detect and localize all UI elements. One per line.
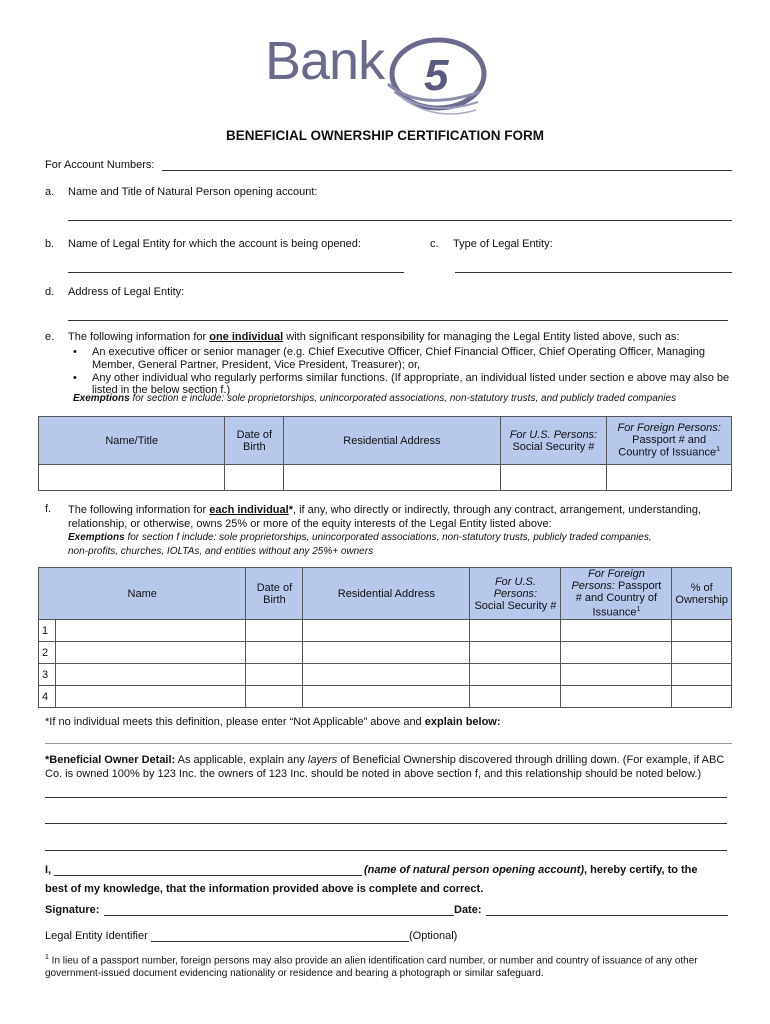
legal-entity-address-field[interactable] [68,320,728,321]
account-numbers-field[interactable] [162,170,732,171]
item-f-letter: f. [45,503,52,515]
control-address-cell[interactable] [284,465,500,491]
control-name-cell[interactable] [39,465,225,491]
owner-ssn-cell[interactable] [470,620,561,642]
owner-pct-cell[interactable] [672,642,732,664]
beneficial-owner-table [38,567,732,708]
col-foreign-persons [607,417,732,465]
owner-ssn-cell[interactable] [470,664,561,686]
explanation-field[interactable] [45,743,732,744]
col-address: Residential Address [284,417,500,465]
col-passport-text: Passport # and [632,434,707,447]
owner-name-cell[interactable] [56,642,246,664]
control-person-table [38,416,732,491]
owner-dob-cell[interactable] [246,664,303,686]
col-owner-foreign-b2: Passport [614,580,662,593]
certify-post: , hereby certify, to the [584,864,698,876]
item-b-letter: b. [45,238,55,250]
owner-pct-cell[interactable] [672,664,732,686]
owner-passport-cell[interactable] [561,620,672,642]
col-owner-foreign-c: # and Country of [575,592,658,605]
col-owner-footnote-mark: 1 [636,606,641,614]
item-f-intro-bold: each individual [209,504,289,516]
col-dob-text: Date of Birth [236,428,273,453]
footnote-text: In lieu of a passport number, foreign persons may also provide an alien identification card number, or number and country of issuance of any other government-issued document evidencing nationality or residence and bearing a photograph or similar safeguard. [45,955,698,980]
page-title: BENEFICIAL OWNERSHIP CERTIFICATION FORM [225,128,544,143]
not-applicable-text: *If no individual meets this definition, please enter “Not Applicable” above and [45,716,425,728]
item-e-exemptions [73,393,693,404]
logo-swoosh-icon [380,32,492,120]
col-footnote-mark: 1 [716,446,721,454]
col-owner-dob: Date of Birth [246,568,303,620]
not-applicable-note [45,716,501,728]
owner-passport-cell[interactable] [561,642,672,664]
item-e-bullet-1: An executive officer or senior manager (e.g. Chief Executive Officer, Chief Financial Officer, Chief Operating Officer, Managing Member, General Partner, President, Vice President, Treasurer); or, [92,346,706,371]
detail-italic: layers [307,754,338,766]
footnote-mark: 1 [45,954,49,961]
date-label: Date: [454,904,482,916]
detail-line-3[interactable] [45,850,727,851]
account-numbers-label: For Account Numbers: [45,159,155,171]
col-ssn-text: Social Security # [512,440,595,453]
col-owner-foreign [561,568,672,620]
owner-address-cell[interactable] [303,642,470,664]
col-name-title: Name/Title [39,417,225,465]
row-number: 2 [39,642,56,664]
table-row [39,642,732,664]
col-owner-address: Residential Address [303,568,470,620]
col-dob [225,417,284,465]
row-number: 1 [39,620,56,642]
col-country-text: Country of Issuance [618,446,717,459]
certify-italic: (name of natural person opening account) [364,864,585,876]
item-f-exemptions [68,531,668,559]
lei-optional: (Optional) [409,930,458,942]
item-e-exemptions-text: for section e include: sole proprietorships, unincorporated associations, non-statutory trusts, and publicly traded companies [129,393,677,404]
owner-name-cell[interactable] [56,664,246,686]
col-us-persons [500,417,607,465]
col-owner-us [470,568,561,620]
item-e-intro-bold: one individual [209,331,284,343]
owner-name-cell[interactable] [56,686,246,708]
owner-dob-cell[interactable] [246,620,303,642]
table-row [39,465,732,491]
item-f-intro-post: , if any, who directly or indirectly, through any contract, arrangement, understanding, relationship, or otherwise, owns 25% or more of the equity interests of the Legal Entity listed above: [68,504,702,530]
col-owner-foreign-a: For Foreign [587,568,645,581]
item-c-letter: c. [430,238,439,250]
item-e-exemptions-bold: Exemptions [73,393,130,404]
owner-pct-cell[interactable] [672,620,732,642]
signature-field[interactable] [104,915,454,916]
col-owner-us-text: For U.S. Persons: [493,575,538,600]
item-d-label: Address of Legal Entity: [68,286,185,298]
detail-text-2: of Beneficial Ownership discovered through drilling down. (For example, if ABC Co. is owned 100% by 123 Inc. the owners of 123 Inc. should be noted in above section f, and this relationship should be noted below.) [45,754,725,780]
legal-entity-name-field[interactable] [68,272,404,273]
control-dob-cell[interactable] [225,465,284,491]
logo-number: 5 [424,51,449,100]
item-e-intro-post: with significant responsibility for managing the Legal Entity listed above, such as: [283,331,680,343]
row-number: 3 [39,664,56,686]
certify-statement [364,864,698,876]
item-f-intro-star: * [288,504,293,516]
footnote [45,951,730,980]
item-f-intro [68,503,718,531]
item-d-letter: d. [45,286,55,298]
signature-label: Signature: [45,904,100,916]
item-e-letter: e. [45,331,55,343]
detail-line-1[interactable] [45,797,727,798]
owner-passport-cell[interactable] [561,664,672,686]
item-a-letter: a. [45,186,55,198]
col-owner-pct [672,568,732,620]
owner-ssn-cell[interactable] [470,686,561,708]
beneficial-owner-detail [45,753,735,781]
table-row [39,686,732,708]
natural-person-field[interactable] [68,220,732,221]
table-row [39,664,732,686]
owner-address-cell[interactable] [303,664,470,686]
bank5-logo [265,22,495,117]
col-owner-pct-b: Ownership [675,593,728,606]
item-f-intro-pre: The following information for [68,504,210,516]
detail-text-1: As applicable, explain any [175,754,308,766]
logo-text: Bank [265,31,385,91]
control-ssn-cell[interactable] [500,465,607,491]
item-e-bullet-2: Any other individual who regularly performs similar functions. (If appropriate, an individual listed under section e above may also be listed in the below section f.) [92,372,730,396]
item-f-exemptions-bold: Exemptions [68,532,125,543]
item-e-intro-pre: The following information for [68,331,210,343]
col-owner-name: Name [39,568,246,620]
explain-below-text: explain below: [424,716,501,728]
detail-line-2[interactable] [45,823,727,824]
col-us-text: For U.S. Persons: [509,428,598,441]
legal-entity-type-field[interactable] [455,272,732,273]
item-c-label: Type of Legal Entity: [453,238,553,250]
item-b-label: Name of Legal Entity for which the account is being opened: [68,238,361,250]
owner-ssn-cell[interactable] [470,642,561,664]
owner-dob-cell[interactable] [246,642,303,664]
item-e-intro [68,331,738,343]
detail-bold: *Beneficial Owner Detail: [45,754,176,766]
date-field[interactable] [486,915,728,916]
row-number: 4 [39,686,56,708]
certify-line-2: best of my knowledge, that the information provided above is complete and correct. [45,883,484,895]
col-foreign-text: For Foreign Persons: [617,422,721,435]
control-passport-cell[interactable] [607,465,732,491]
owner-address-cell[interactable] [303,686,470,708]
bullet-dot-2: • [73,372,77,384]
owner-name-cell[interactable] [56,620,246,642]
lei-label: Legal Entity Identifier [45,930,148,942]
item-f-exemptions-text: for section f include: sole proprietorships, unincorporated associations, non-statutory trusts, publicly traded companies, non-profits, churches, IOLTAs, and entities without any 25%+ owners [68,532,652,557]
table-row [39,620,732,642]
col-owner-ssn-text: Social Security # [474,599,557,612]
col-owner-foreign-d: Issuance [592,606,637,619]
owner-passport-cell[interactable] [561,686,672,708]
item-a-label: Name and Title of Natural Person opening account: [68,186,318,198]
owner-pct-cell[interactable] [672,686,732,708]
owner-dob-cell[interactable] [246,686,303,708]
col-owner-foreign-b: Persons: [571,580,615,593]
bullet-dot-1: • [73,346,77,358]
certify-i: I, [45,864,52,876]
col-owner-pct-a: % of [690,581,713,594]
owner-address-cell[interactable] [303,620,470,642]
lei-field[interactable] [151,941,409,942]
certifier-name-field[interactable] [54,875,362,876]
